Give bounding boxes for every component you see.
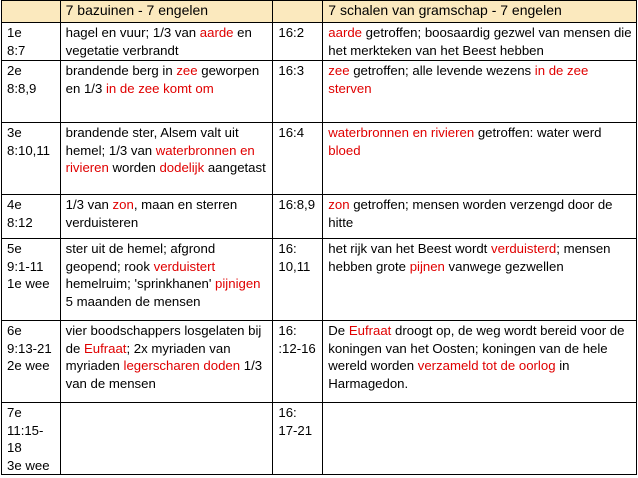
bazuin-cell xyxy=(60,23,273,61)
ref1-line: 2e wee xyxy=(7,358,50,373)
highlight-text: Eufraat xyxy=(348,323,392,338)
table-row xyxy=(2,195,637,239)
ref2-line: 16:8,9 xyxy=(278,197,316,212)
ref2-line: 16:4 xyxy=(278,125,305,140)
header-row xyxy=(2,1,637,23)
body-text: 5 maanden de mensen xyxy=(65,293,201,309)
body-text: in Harmagedon. xyxy=(328,358,570,391)
bazuin-cell xyxy=(60,321,273,403)
body-text: ; mensen hebben grote xyxy=(328,241,611,274)
comparison-table xyxy=(1,0,637,475)
body-text: het rijk van het Beest wordt xyxy=(328,241,492,256)
bazuin-cell xyxy=(60,195,273,239)
body-text: getroffen; mensen worden verzengd door de hitte xyxy=(328,197,613,230)
highlight-text: Eufraat xyxy=(83,340,127,356)
ref2-line: 10,11 xyxy=(278,258,311,274)
schaal-ref-cell xyxy=(273,23,323,61)
ref1-line: 9:13-21 xyxy=(7,340,52,356)
ref1-line: 4e xyxy=(7,197,22,212)
body-text: geworpen en 1/3 xyxy=(65,63,260,96)
body-text: getroffen; alle levende wezens xyxy=(349,63,535,78)
highlight-text: verzameld tot de oorlog xyxy=(417,358,556,373)
schaal-ref-cell xyxy=(273,123,323,195)
bazuin-cell xyxy=(60,61,273,123)
ref2-line: :12-16 xyxy=(278,340,316,356)
ref1-line: 8:7 xyxy=(7,42,26,58)
bazuin-ref-cell xyxy=(2,239,61,321)
ref1-line: 3e xyxy=(7,125,22,140)
table-row xyxy=(2,239,637,321)
body-text: droogt op, de weg wordt bereid voor de koningen van het Oosten; koningen van de hele wereld worden xyxy=(328,323,625,373)
schaal-ref-cell xyxy=(273,321,323,403)
schaal-cell xyxy=(323,195,637,239)
schaal-cell xyxy=(323,123,637,195)
highlight-text: aarde xyxy=(328,25,363,40)
body-text: vanwege gezwellen xyxy=(444,258,564,274)
body-text: hemelruim; 'sprinkhanen' xyxy=(65,276,216,291)
highlight-text: zee xyxy=(328,63,350,78)
bazuin-cell xyxy=(60,239,273,321)
ref1-line: 6e xyxy=(7,323,22,338)
highlight-text: dodelijk xyxy=(159,160,205,175)
schaal-cell xyxy=(323,239,637,321)
highlight-text: zon xyxy=(328,197,350,212)
body-text: hagel en vuur; 1/3 van xyxy=(65,25,200,40)
header-bazuinen: 7 bazuinen - 7 engelen xyxy=(60,1,273,23)
body-text: vier boodschappers losgelaten bij de xyxy=(65,323,262,356)
highlight-text: in de zee komt om xyxy=(105,80,214,96)
highlight-text: pijnen xyxy=(409,258,445,274)
schaal-cell xyxy=(323,61,637,123)
ref2-line: 16:3 xyxy=(278,63,305,78)
body-text: aangetast xyxy=(204,160,266,175)
ref2-line: 17-21 xyxy=(278,422,313,438)
body-text: ; 2x myriaden van myriaden xyxy=(65,340,231,373)
body-text: 1/3 van xyxy=(65,197,113,212)
table-row xyxy=(2,23,637,61)
schaal-ref-cell xyxy=(273,403,323,475)
bazuin-ref-cell xyxy=(2,195,61,239)
schaal-ref-cell xyxy=(273,61,323,123)
table-row xyxy=(2,123,637,195)
bazuin-ref-cell xyxy=(2,123,61,195)
ref1-line: 8:10,11 xyxy=(7,142,51,158)
table-row xyxy=(2,321,637,403)
highlight-text: waterbronnen en rivieren xyxy=(328,125,475,140)
body-text: , maan en sterren verduisteren xyxy=(65,197,238,230)
highlight-text: bloed xyxy=(328,142,361,158)
bazuin-ref-cell xyxy=(2,23,61,61)
header-schalen: 7 schalen van gramschap - 7 engelen xyxy=(323,1,637,23)
body-text: ster uit de hemel; afgrond geopend; rook xyxy=(65,241,216,274)
table-row xyxy=(2,61,637,123)
highlight-text: verduisterd xyxy=(491,241,557,256)
schaal-cell xyxy=(323,23,637,61)
body-text: brandende berg in xyxy=(65,63,177,78)
ref1-line: 1e xyxy=(7,25,22,40)
schaal-ref-cell xyxy=(273,195,323,239)
ref2-line: 16: xyxy=(278,405,297,420)
schaal-cell xyxy=(323,321,637,403)
bazuin-cell xyxy=(60,403,273,475)
highlight-text: legerscharen doden xyxy=(123,358,241,373)
body-text: 1/3 van de mensen xyxy=(65,358,263,391)
header-blank-2 xyxy=(273,1,323,23)
body-text: getroffen: water werd xyxy=(474,125,602,140)
bazuin-ref-cell xyxy=(2,403,61,475)
ref1-line: 9:1-11 xyxy=(7,258,44,274)
ref1-line: 8:8,9 xyxy=(7,80,37,96)
bazuin-ref-cell xyxy=(2,321,61,403)
ref2-line: 16: xyxy=(278,241,297,256)
ref1-line: 3e wee xyxy=(7,457,50,473)
header-blank-1 xyxy=(2,1,61,23)
ref2-line: 16: xyxy=(278,323,297,338)
ref1-line: 2e xyxy=(7,63,22,78)
ref2-line: 16:2 xyxy=(278,25,305,40)
ref1-line: 1e wee xyxy=(7,276,50,291)
highlight-text: verduistert xyxy=(153,258,216,274)
highlight-text: waterbronnen en rivieren xyxy=(65,142,255,175)
bazuin-ref-cell xyxy=(2,61,61,123)
highlight-text: zee xyxy=(176,63,198,78)
bazuin-cell xyxy=(60,123,273,195)
ref1-line: 11:15-18 xyxy=(7,422,44,455)
highlight-text: in de zee sterven xyxy=(328,63,589,96)
highlight-text: aarde xyxy=(199,25,234,40)
body-text: brandende ster, Alsem valt uit hemel; 1/3 van xyxy=(65,125,239,158)
body-text: worden xyxy=(108,160,160,175)
table-row xyxy=(2,403,637,475)
ref1-line: 8:12 xyxy=(7,214,33,230)
body-text: getroffen; boosaardig gezwel van mensen die het merkteken van het Beest hebben xyxy=(328,25,632,58)
body-text: en vegetatie verbrandt xyxy=(65,25,252,58)
ref1-line: 7e xyxy=(7,405,22,420)
highlight-text: zon xyxy=(112,197,134,212)
ref1-line: 5e xyxy=(7,241,22,256)
schaal-ref-cell xyxy=(273,239,323,321)
body-text: De xyxy=(328,323,349,338)
highlight-text: pijnigen xyxy=(215,276,261,291)
schaal-cell xyxy=(323,403,637,475)
